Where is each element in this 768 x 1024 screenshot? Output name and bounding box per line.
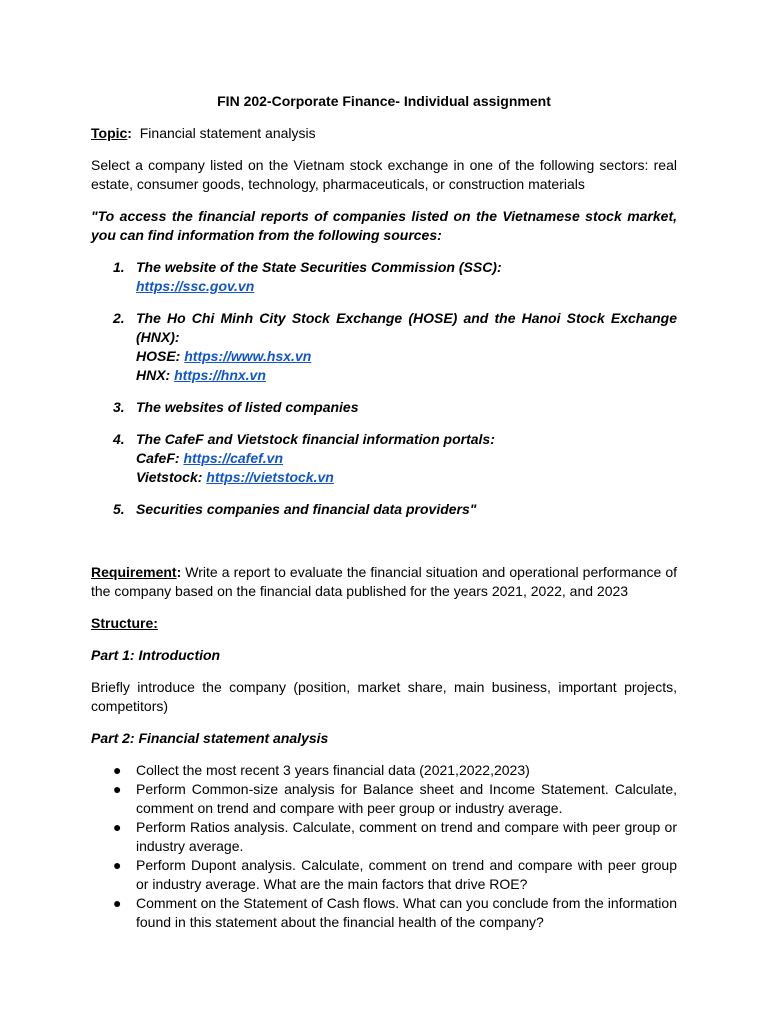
topic-label: Topic [91, 125, 128, 141]
requirement-label: Requirement [91, 564, 177, 580]
cafef-link[interactable]: https://cafef.vn [183, 450, 284, 466]
bullet-icon: ● [113, 781, 122, 797]
topic-line [91, 124, 677, 143]
list-item-text: Collect the most recent 3 years financial data (2021,2022,2023) [136, 762, 530, 778]
access-sources-intro: "To access the financial reports of companies listed on the Vietnamese stock market, you can find information from the following sources: [91, 208, 677, 243]
ssc-link[interactable]: https://ssc.gov.vn [136, 278, 255, 294]
select-company-paragraph: Select a company listed on the Vietnam stock exchange in one of the following sectors: real estate, consumer goods, technology, pharmaceuticals, or construction materials [91, 157, 677, 192]
source-text: The Ho Chi Minh City Stock Exchange (HOSE) and the Hanoi Stock Exchange (HNX): [136, 310, 677, 345]
source-number: 4. [113, 431, 125, 447]
source-text: The CafeF and Vietstock financial information portals: [136, 431, 495, 447]
source-item-ssc [91, 258, 677, 296]
list-item-text: Perform Common-size analysis for Balance sheet and Income Statement. Calculate, comment on trend and compare with peer group or industry average. [136, 781, 677, 816]
structure-heading: Structure: [91, 615, 158, 631]
hose-link[interactable]: https://www.hsx.vn [184, 348, 312, 364]
source-text: The website of the State Securities Commission (SSC): [136, 259, 502, 275]
list-item-text: Perform Ratios analysis. Calculate, comment on trend and compare with peer group or industry average. [136, 819, 677, 854]
hnx-label: HNX: [136, 367, 175, 383]
topic-colon: : [127, 125, 132, 141]
requirement-paragraph [91, 563, 677, 601]
requirement-colon: : [176, 564, 182, 580]
source-item-company-websites [91, 398, 677, 417]
source-item-portals [91, 430, 677, 487]
vietstock-link[interactable]: https://vietstock.vn [206, 469, 334, 485]
part1-paragraph: Briefly introduce the company (position, market share, main business, important projects, competitors) [91, 679, 677, 714]
vietstock-label: Vietstock: [136, 469, 207, 485]
list-item [91, 761, 677, 780]
list-item [91, 780, 677, 818]
bullet-icon: ● [113, 762, 122, 778]
document-content [91, 92, 677, 932]
source-number: 2. [113, 310, 125, 326]
list-item [91, 856, 677, 894]
part1-heading: Part 1: Introduction [91, 647, 221, 663]
requirement-text: Write a report to evaluate the financial situation and operational performance of the company based on the financial data published for the years 2021, 2022, and 2023 [91, 564, 677, 599]
source-number: 5. [113, 501, 125, 517]
source-item-exchanges [91, 309, 677, 385]
bullet-icon: ● [113, 895, 122, 911]
list-item [91, 818, 677, 856]
source-number: 3. [113, 399, 125, 415]
source-text: The websites of listed companies [136, 399, 359, 415]
hose-label: HOSE: [136, 348, 185, 364]
source-text: Securities companies and financial data providers" [136, 501, 477, 517]
source-item-securities-companies [91, 500, 677, 519]
hnx-link[interactable]: https://hnx.vn [174, 367, 266, 383]
cafef-label: CafeF: [136, 450, 184, 466]
list-item-text: Perform Dupont analysis. Calculate, comment on trend and compare with peer group or industry average. What are the main factors that drive ROE? [136, 857, 677, 892]
source-number: 1. [113, 259, 125, 275]
part2-task-list [91, 761, 677, 932]
bullet-icon: ● [113, 857, 122, 873]
topic-text: Financial statement analysis [139, 125, 316, 141]
list-item-text: Comment on the Statement of Cash flows. What can you conclude from the information found in this statement about the financial health of the company? [136, 895, 677, 930]
bullet-icon: ● [113, 819, 122, 835]
document-title: FIN 202-Corporate Finance- Individual assignment [217, 93, 551, 109]
part2-heading: Part 2: Financial statement analysis [91, 730, 329, 746]
list-item [91, 894, 677, 932]
sources-list [91, 258, 677, 519]
